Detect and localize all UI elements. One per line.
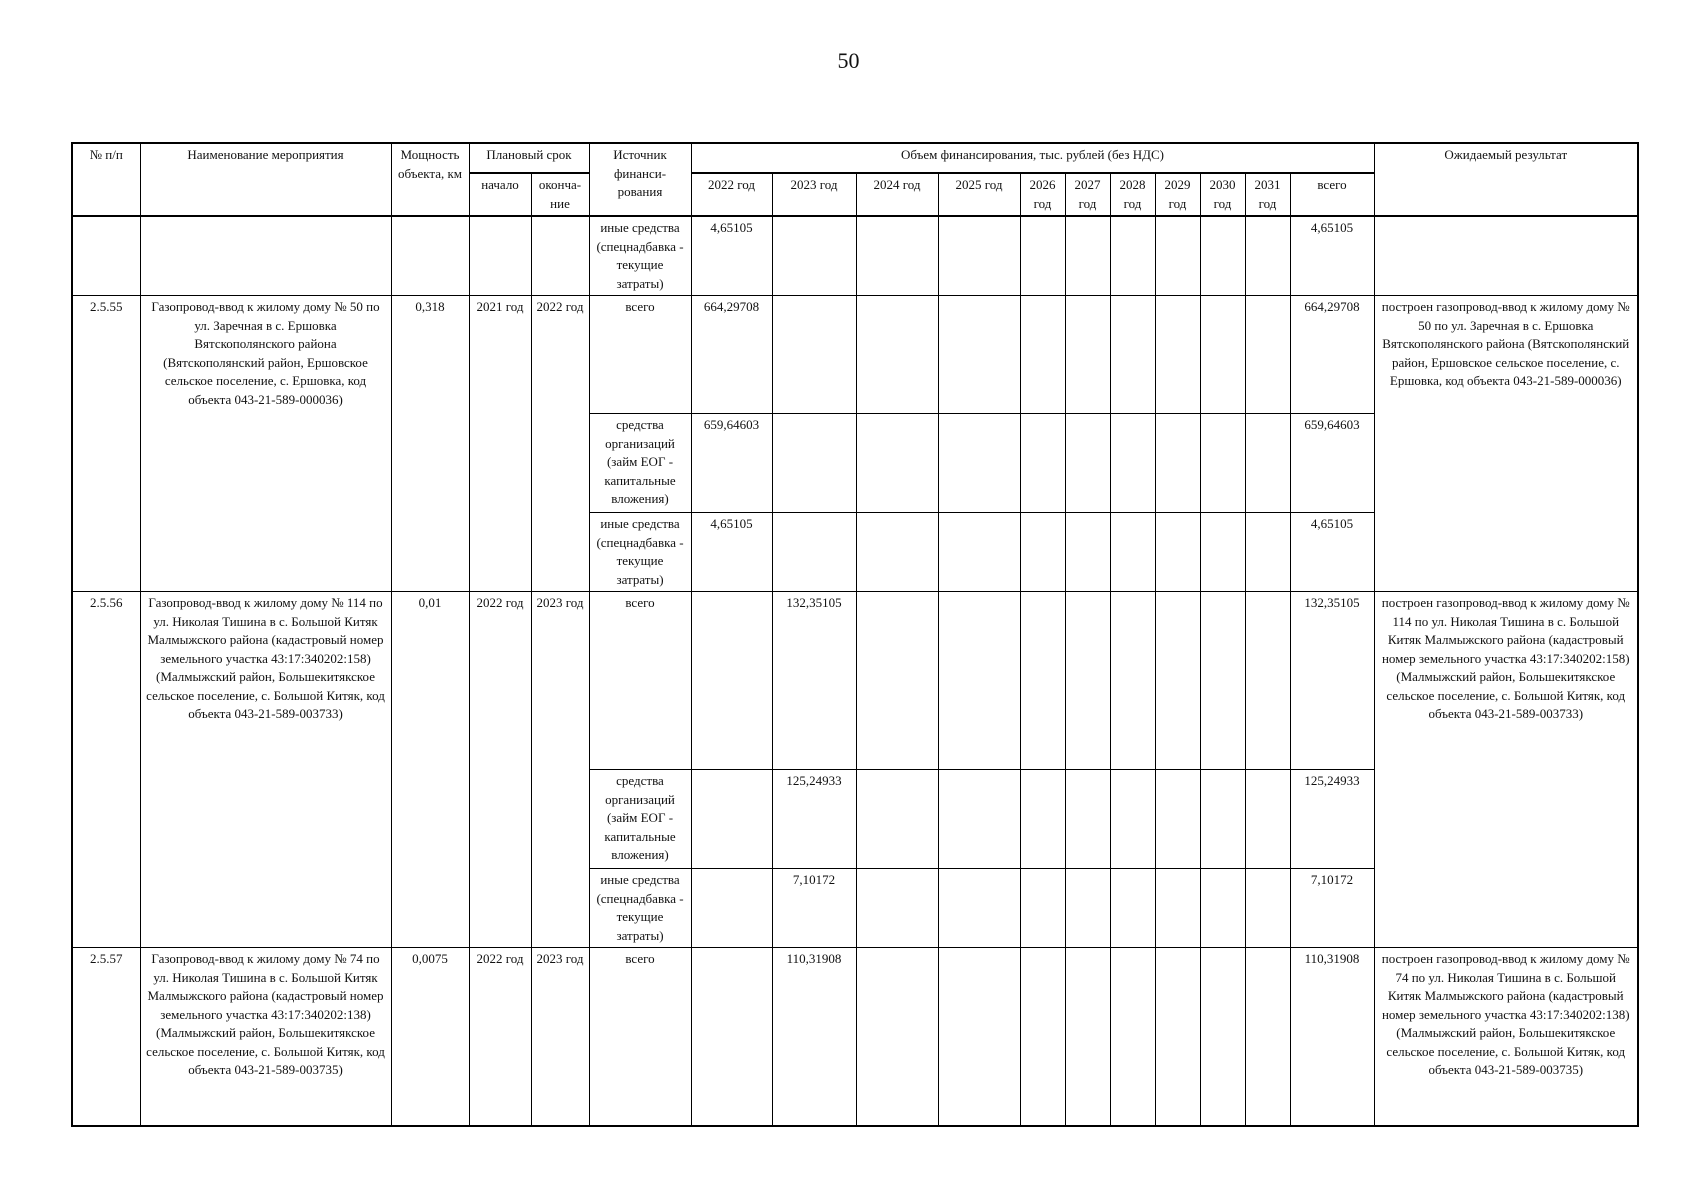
header-source: Источник финанси-рования [589,143,691,216]
value-total: 110,31908 [1290,948,1374,1126]
header-year-2023: 2023 год [772,173,856,216]
value-2023: 132,35105 [772,592,856,770]
value-2022 [691,592,772,770]
header-year-2022: 2022 год [691,173,772,216]
header-year-2026: 2026 год [1020,173,1065,216]
item-start: 2021 год [469,296,531,592]
header-start: начало [469,173,531,216]
table-row [72,948,1638,1126]
header-capacity: Мощность объекта, км [391,143,469,216]
header-year-2031: 2031 год [1245,173,1290,216]
header-funding: Объем финансирования, тыс. рублей (без НДС) [691,143,1374,173]
header-end: оконча-ние [531,173,589,216]
value-2023 [772,296,856,414]
source-cell: средства организаций (займ ЕОГ - капитальные вложения) [589,414,691,513]
table-row [72,592,1638,770]
value-2023 [772,414,856,513]
source-cell: средства организаций (займ ЕОГ - капитальные вложения) [589,770,691,869]
value-2022 [691,770,772,869]
header-total: всего [1290,173,1374,216]
item-start: 2022 год [469,592,531,948]
source-cell: иные средства (спецнадбавка - текущие затраты) [589,869,691,948]
item-number: 2.5.55 [72,296,140,592]
financing-table [71,142,1639,1127]
item-name: Газопровод-ввод к жилому дому № 114 по ул. Николая Тишина в с. Большой Китяк Малмыжского района (кадастровый номер земельного участка 43:17:340202:158) (Малмыжский район, Большекитякское сельское поселение, с. Большой Китяк, код объекта 043-21-589-003733) [140,592,391,948]
item-result: построен газопровод-ввод к жилому дому № 50 по ул. Заречная в с. Ершовка Вятскополянского района (Вятскополянский район, Ершовское сельское поселение, с. Ершовка, код объекта 043-21-589-000036) [1374,296,1638,592]
source-cell: всего [589,296,691,414]
page-number: 50 [837,48,860,73]
item-end: 2023 год [531,948,589,1126]
source-cell: иные средства (спецнадбавка - текущие затраты) [589,216,691,296]
item-capacity: 0,318 [391,296,469,592]
header-name: Наименование мероприятия [140,143,391,216]
item-capacity: 0,01 [391,592,469,948]
item-capacity: 0,0075 [391,948,469,1126]
header-num: № п/п [72,143,140,216]
value-total: 4,65105 [1290,513,1374,592]
item-end: 2023 год [531,592,589,948]
item-number: 2.5.57 [72,948,140,1126]
item-name: Газопровод-ввод к жилому дому № 50 по ул. Заречная в с. Ершовка Вятскополянского района (Вятскополянский район, Ершовское сельское поселение, с. Ершовка, код объекта 043-21-589-000036) [140,296,391,592]
table-row [72,216,1638,296]
table-row [72,296,1638,414]
header-year-2025: 2025 год [938,173,1020,216]
item-name: Газопровод-ввод к жилому дому № 74 по ул. Николая Тишина в с. Большой Китяк Малмыжского района (кадастровый номер земельного участка 43:17:340202:138) (Малмыжский район, Большекитякское сельское поселение, с. Большой Китяк, код объекта 043-21-589-003735) [140,948,391,1126]
value-2022: 664,29708 [691,296,772,414]
value-2023: 110,31908 [772,948,856,1126]
value-total: 7,10172 [1290,869,1374,948]
header-year-2027: 2027 год [1065,173,1110,216]
value-2022: 4,65105 [691,216,772,296]
header-year-2028: 2028 год [1110,173,1155,216]
item-start: 2022 год [469,948,531,1126]
value-2022 [691,869,772,948]
value-2023: 7,10172 [772,869,856,948]
source-cell: иные средства (спецнадбавка - текущие затраты) [589,513,691,592]
value-2022: 4,65105 [691,513,772,592]
value-2023 [772,513,856,592]
value-2022: 659,64603 [691,414,772,513]
item-number: 2.5.56 [72,592,140,948]
item-result: построен газопровод-ввод к жилому дому № 74 по ул. Николая Тишина в с. Большой Китяк Малмыжского района (кадастровый номер земельного участка 43:17:340202:138) (Малмыжский район, Большекитякское сельское поселение, с. Большой Китяк, код объекта 043-21-589-003735) [1374,948,1638,1126]
value-total: 664,29708 [1290,296,1374,414]
header-planned-term: Плановый срок [469,143,589,173]
value-total: 132,35105 [1290,592,1374,770]
header-year-2030: 2030 год [1200,173,1245,216]
header-year-2024: 2024 год [856,173,938,216]
value-2023: 125,24933 [772,770,856,869]
header-year-2029: 2029 год [1155,173,1200,216]
item-end: 2022 год [531,296,589,592]
source-cell: всего [589,948,691,1126]
header-result: Ожидаемый результат [1374,143,1638,216]
value-total: 659,64603 [1290,414,1374,513]
value-2022 [691,948,772,1126]
source-cell: всего [589,592,691,770]
item-result: построен газопровод-ввод к жилому дому № 114 по ул. Николая Тишина в с. Большой Китяк Малмыжского района (кадастровый номер земельного участка 43:17:340202:158) (Малмыжский район, Большекитякское сельское поселение, с. Большой Китяк, код объекта 043-21-589-003733) [1374,592,1638,948]
value-total: 125,24933 [1290,770,1374,869]
value-total: 4,65105 [1290,216,1374,296]
